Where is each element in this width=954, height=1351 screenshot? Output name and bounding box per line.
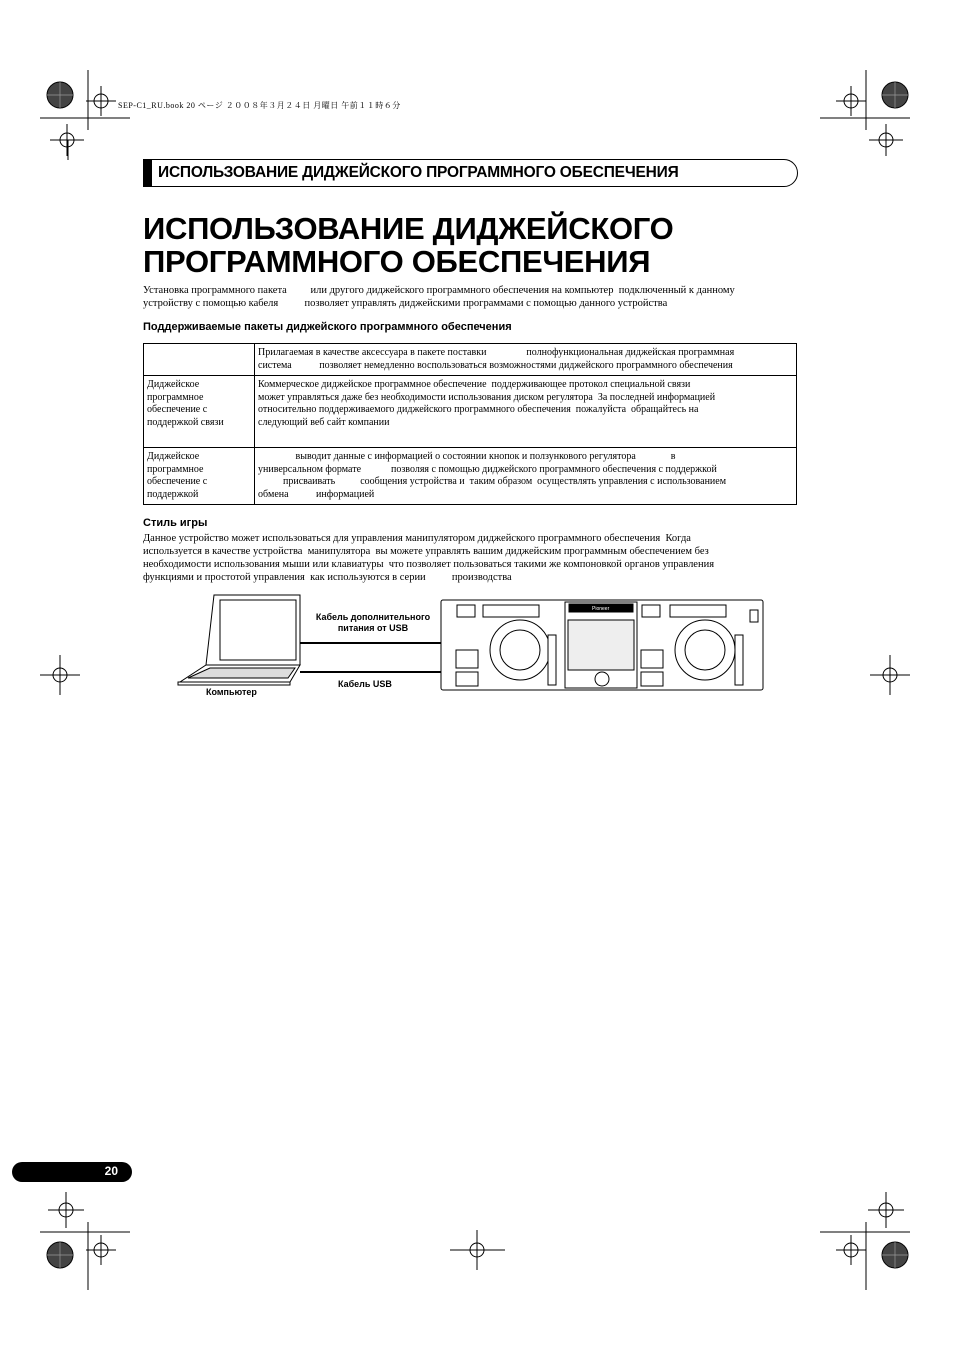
intro-line: Установка программного пакета или другого диджейского программного обеспечения на компьютер подключенный к данному [143, 285, 735, 296]
cell-line: может управляться даже без необходимости использования диском регулятора За последней информацией [258, 391, 716, 403]
page-title [143, 212, 674, 278]
cell-line: Прилагаемая в качестве аксессуара в пакете поставки полнофункциональная диджейская программная [258, 347, 735, 358]
table-cell-text [255, 344, 797, 376]
cell-line: Диджейское [147, 379, 200, 390]
cell-line: обмена информацией [258, 488, 375, 500]
cell-line: обеспечение с [147, 476, 208, 487]
intro-line: устройству с помощью кабеля позволяет управлять диджейскими программами с помощью данного устройства [143, 298, 668, 309]
packages-table [143, 343, 797, 505]
computer-label: Компьютер [206, 687, 257, 697]
cell-line: относительно поддерживаемого диджейского программного обеспечения пожалуйста обращайтесь на [258, 404, 699, 415]
table-row [144, 448, 797, 505]
table-cell-text [255, 376, 797, 448]
cell-line: поддержкой связи [147, 416, 224, 428]
usb-power-label-line2: питания от USB [337, 623, 409, 633]
print-metadata: SEP-C1_RU.book 20 ページ ２００８年３月２４日 月曜日 午前１１時６分 [118, 101, 401, 110]
usb-power-label-line1: Кабель дополнительного [315, 612, 431, 622]
connection-diagram [170, 590, 770, 700]
cell-line: обеспечение с [147, 404, 208, 415]
laptop-illustration [178, 595, 300, 685]
cell-line: Диджейское [147, 451, 200, 462]
table-cell-label [144, 344, 255, 376]
style-line: необходимости использования мыши или клавиатуры что позволяет пользоваться такими же компоновкой органов управления [143, 559, 715, 570]
table-row [144, 344, 797, 376]
style-line: используется в качестве устройства манипулятора вы можете управлять вашим диджейским программным обеспечением без [143, 546, 709, 557]
cell-line: поддержкой [147, 488, 199, 500]
page-title-line2: ПРОГРАММНОГО ОБЕСПЕЧЕНИЯ [143, 244, 651, 279]
style-heading: Стиль игры [143, 517, 208, 529]
brand-logo: Pioneer [592, 606, 610, 612]
cell-line: выводит данные с информацией о состоянии кнопок и ползункового регулятора в [258, 451, 676, 462]
style-paragraph [143, 532, 793, 584]
section-banner-tab [144, 160, 152, 186]
page-number: 20 [104, 1164, 118, 1178]
section-header: ИСПОЛЬЗОВАНИЕ ДИДЖЕЙСКОГО ПРОГРАММНОГО ОБЕСПЕЧЕНИЯ [158, 164, 679, 181]
cell-line: программное [147, 391, 204, 403]
cell-line: универсальном формате позволяя с помощью диджейского программного обеспечения с поддержкой [258, 463, 717, 475]
cell-line: присваивать сообщения устройства и таким образом осуществлять управления с использованием [258, 476, 727, 487]
table-row [144, 376, 797, 448]
usb-cable-label: Кабель USB [338, 679, 392, 689]
section-header-banner [143, 159, 798, 187]
page-title-line1: ИСПОЛЬЗОВАНИЕ ДИДЖЕЙСКОГО [143, 211, 674, 246]
cell-line: программное [147, 463, 204, 475]
style-line: Данное устройство может использоваться для управления манипулятором диджейского программного обеспечения Когда [143, 533, 691, 544]
cell-line: Коммерческое диджейское программное обеспечение поддерживающее протокол специальной связи [258, 379, 691, 390]
table-cell-text [255, 448, 797, 505]
usb-power-cable-label [312, 612, 434, 634]
packages-heading: Поддерживаемые пакеты диджейского программного обеспечения [143, 321, 512, 333]
cell-line: следующий веб сайт компании [258, 416, 390, 428]
style-line: функциями и простотой управления как используются в серии производства [143, 572, 512, 583]
table-cell-label [144, 448, 255, 505]
controller-illustration [441, 600, 763, 690]
page-number-badge [12, 1162, 132, 1182]
cell-line: система позволяет немедленно воспользоваться возможностями диджейского программного обеспечения [258, 359, 733, 371]
table-cell-label [144, 376, 255, 448]
intro-paragraph [143, 284, 793, 310]
